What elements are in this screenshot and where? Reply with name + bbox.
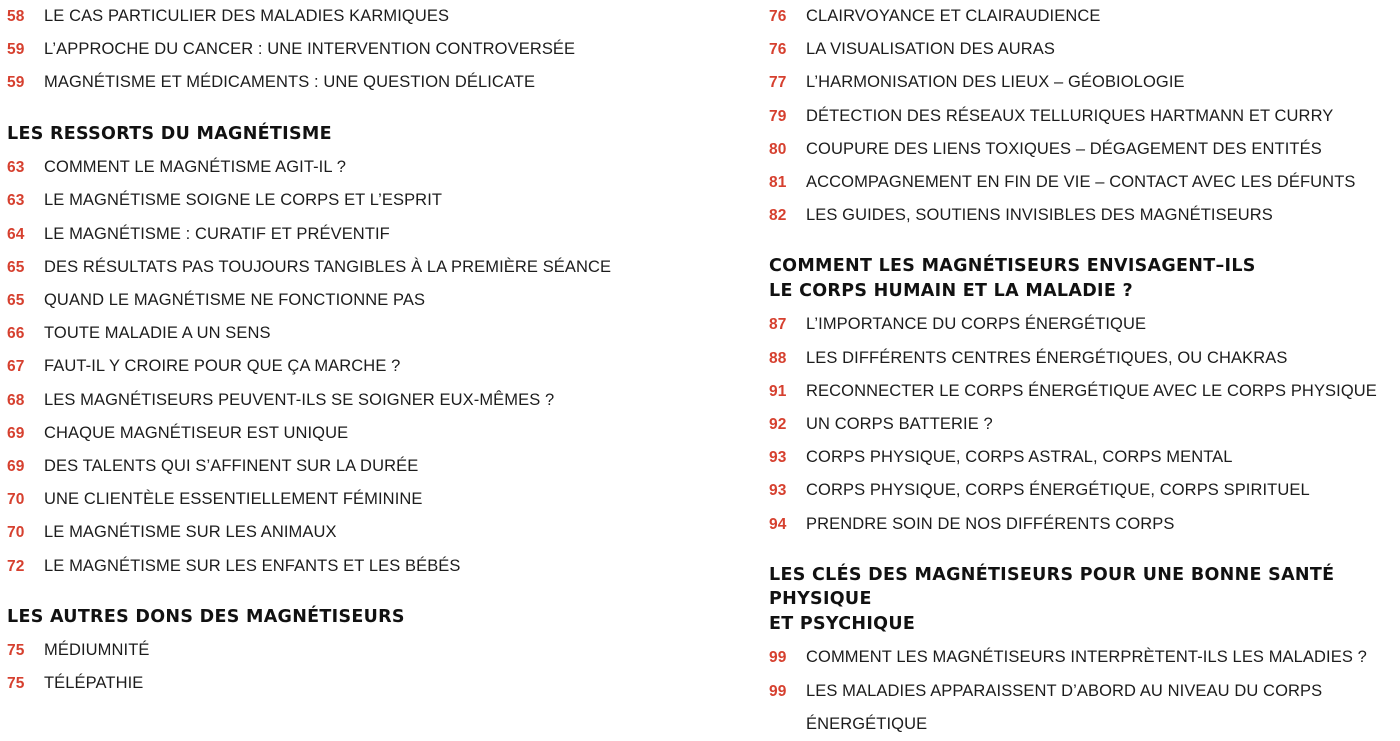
toc-entry[interactable] <box>769 508 1389 541</box>
entry-title: TOUTE MALADIE A UN SENS <box>44 324 271 343</box>
entry-title: UN CORPS BATTERIE ? <box>806 415 993 434</box>
entry-title: UNE CLIENTÈLE ESSENTIELLEMENT FÉMININE <box>44 490 423 509</box>
page-number: 70 <box>7 524 25 542</box>
entry-title: COMMENT LE MAGNÉTISME AGIT-IL ? <box>44 158 346 177</box>
toc-entry[interactable] <box>7 417 707 450</box>
toc-entry[interactable] <box>769 408 1389 441</box>
entry-title: LES MAGNÉTISEURS PEUVENT-ILS SE SOIGNER EUX-MÊMES ? <box>44 390 555 409</box>
toc-entry[interactable] <box>7 350 707 383</box>
page-number: 69 <box>7 424 25 442</box>
page-number: 59 <box>7 74 25 92</box>
entry-title: CORPS PHYSIQUE, CORPS ASTRAL, CORPS MENTAL <box>806 448 1233 467</box>
page-number: 88 <box>769 349 787 367</box>
toc-entry[interactable] <box>7 218 707 251</box>
entry-title: DES TALENTS QUI S’AFFINENT SUR LA DURÉE <box>44 456 419 475</box>
page-number: 66 <box>7 325 25 343</box>
entry-title: LE MAGNÉTISME SUR LES ENFANTS ET LES BÉBÉS <box>44 556 461 575</box>
entry-title: DES RÉSULTATS PAS TOUJOURS TANGIBLES À LA PREMIÈRE SÉANCE <box>44 257 612 276</box>
entry-title: MAGNÉTISME ET MÉDICAMENTS : UNE QUESTION DÉLICATE <box>44 73 536 92</box>
section-heading-line: COMMENT LES MAGNÉTISEURS ENVISAGENT–ILS <box>769 256 1256 277</box>
page-number: 77 <box>769 74 787 92</box>
toc-left-column <box>7 0 707 701</box>
toc-entry[interactable] <box>7 0 707 33</box>
toc-entry[interactable] <box>769 33 1389 66</box>
section-heading-autres-dons: LES AUTRES DONS DES MAGNÉTISEURS <box>7 606 405 627</box>
section-heading-line: ET PSYCHIQUE <box>769 613 916 634</box>
entry-title: ACCOMPAGNEMENT EN FIN DE VIE – CONTACT AVEC LES DÉFUNTS <box>806 173 1356 192</box>
entry-title: PRENDRE SOIN DE NOS DIFFÉRENTS CORPS <box>806 514 1175 533</box>
toc-entry[interactable] <box>7 151 707 184</box>
section-heading-line: LES CLÉS DES MAGNÉTISEURS POUR UNE BONNE SANTÉ PHYSIQUE <box>769 564 1335 610</box>
entry-title: L’APPROCHE DU CANCER : UNE INTERVENTION CONTROVERSÉE <box>44 40 576 59</box>
page-number: 75 <box>7 675 25 693</box>
page-number: 72 <box>7 557 25 575</box>
entry-title: LE MAGNÉTISME : CURATIF ET PRÉVENTIF <box>44 224 390 243</box>
entry-title: LES DIFFÉRENTS CENTRES ÉNERGÉTIQUES, OU CHAKRAS <box>806 348 1288 367</box>
page-number: 63 <box>7 159 25 177</box>
toc-entry[interactable] <box>7 550 707 583</box>
page-number: 99 <box>769 649 787 667</box>
page-number: 65 <box>7 291 25 309</box>
page-number: 79 <box>769 107 787 125</box>
entry-title: RECONNECTER LE CORPS ÉNERGÉTIQUE AVEC LE CORPS PHYSIQUE <box>806 381 1377 400</box>
page-number: 59 <box>7 41 25 59</box>
toc-entry[interactable] <box>769 166 1389 199</box>
toc-entry[interactable] <box>7 251 707 284</box>
page-number: 82 <box>769 207 787 225</box>
toc-entry[interactable] <box>769 342 1389 375</box>
page-number: 87 <box>769 316 787 334</box>
toc-entry[interactable] <box>769 641 1389 674</box>
entry-title: LES MALADIES APPARAISSENT D’ABORD AU NIVEAU DU CORPS <box>806 681 1323 700</box>
toc-entry[interactable] <box>7 284 707 317</box>
entry-title-continued: ÉNERGÉTIQUE <box>806 714 928 733</box>
toc-entry[interactable] <box>7 33 707 66</box>
page-number: 94 <box>769 515 787 533</box>
entry-title: LE MAGNÉTISME SOIGNE LE CORPS ET L’ESPRIT <box>44 191 443 210</box>
toc-entry[interactable] <box>769 441 1389 474</box>
page-number: 81 <box>769 174 787 192</box>
entry-title: LA VISUALISATION DES AURAS <box>806 40 1055 59</box>
toc-entry[interactable] <box>7 634 707 667</box>
toc-entry[interactable] <box>7 384 707 417</box>
entry-title: LE CAS PARTICULIER DES MALADIES KARMIQUES <box>44 7 450 25</box>
page-number: 75 <box>7 642 25 660</box>
entry-title: CHAQUE MAGNÉTISEUR EST UNIQUE <box>44 423 349 442</box>
toc-entry[interactable] <box>7 66 707 99</box>
toc-entry[interactable] <box>769 474 1389 507</box>
entry-title: TÉLÉPATHIE <box>44 674 144 693</box>
section-heading-line: LE CORPS HUMAIN ET LA MALADIE ? <box>769 280 1133 301</box>
toc-entry[interactable] <box>769 100 1389 133</box>
page-number: 76 <box>769 41 787 59</box>
page-number: 67 <box>7 358 25 376</box>
toc-entry[interactable] <box>7 450 707 483</box>
page-number: 80 <box>769 140 787 158</box>
toc-entry[interactable] <box>7 483 707 516</box>
entry-title: LES GUIDES, SOUTIENS INVISIBLES DES MAGNÉTISEURS <box>806 206 1273 225</box>
page-number: 99 <box>769 682 787 700</box>
entry-title: LE MAGNÉTISME SUR LES ANIMAUX <box>44 523 337 542</box>
toc-entry[interactable] <box>769 0 1389 33</box>
toc-entry[interactable] <box>769 308 1389 341</box>
entry-title: QUAND LE MAGNÉTISME NE FONCTIONNE PAS <box>44 290 426 309</box>
page-number: 91 <box>769 382 787 400</box>
toc-entry[interactable] <box>769 133 1389 166</box>
page-number: 63 <box>7 192 25 210</box>
page-number: 70 <box>7 491 25 509</box>
entry-title: L’IMPORTANCE DU CORPS ÉNERGÉTIQUE <box>806 315 1147 334</box>
toc-entry[interactable] <box>7 184 707 217</box>
entry-title: DÉTECTION DES RÉSEAUX TELLURIQUES HARTMANN ET CURRY <box>806 106 1334 125</box>
page-number: 92 <box>769 416 787 434</box>
entry-title: L’HARMONISATION DES LIEUX – GÉOBIOLOGIE <box>806 73 1185 92</box>
section-heading-ressorts: LES RESSORTS DU MAGNÉTISME <box>7 123 332 144</box>
page-number: 69 <box>7 457 25 475</box>
section-heading-cles-sante <box>769 563 1389 637</box>
entry-title: CORPS PHYSIQUE, CORPS ÉNERGÉTIQUE, CORPS SPIRITUEL <box>806 481 1310 500</box>
toc-entry[interactable] <box>7 667 707 700</box>
entry-title: FAUT-IL Y CROIRE POUR QUE ÇA MARCHE ? <box>44 357 401 376</box>
toc-entry[interactable] <box>769 675 1389 741</box>
toc-entry[interactable] <box>7 516 707 549</box>
toc-entry[interactable] <box>769 199 1389 232</box>
page-number: 76 <box>769 8 787 25</box>
entry-title: COMMENT LES MAGNÉTISEURS INTERPRÈTENT-ILS LES MALADIES ? <box>806 648 1367 667</box>
toc-right-column <box>769 0 1389 741</box>
entry-title: MÉDIUMNITÉ <box>44 641 150 660</box>
toc-entry[interactable] <box>769 375 1389 408</box>
entry-title: CLAIRVOYANCE ET CLAIRAUDIENCE <box>806 7 1101 25</box>
page-number: 68 <box>7 391 25 409</box>
toc-entry[interactable] <box>769 66 1389 99</box>
page-number: 65 <box>7 258 25 276</box>
entry-title: COUPURE DES LIENS TOXIQUES – DÉGAGEMENT DES ENTITÉS <box>806 139 1322 158</box>
page-number: 93 <box>769 482 787 500</box>
page-number: 64 <box>7 225 25 243</box>
page-number: 93 <box>769 449 787 467</box>
page-number: 58 <box>7 8 25 25</box>
toc-entry[interactable] <box>7 317 707 350</box>
section-heading-corps-humain <box>769 254 1389 303</box>
